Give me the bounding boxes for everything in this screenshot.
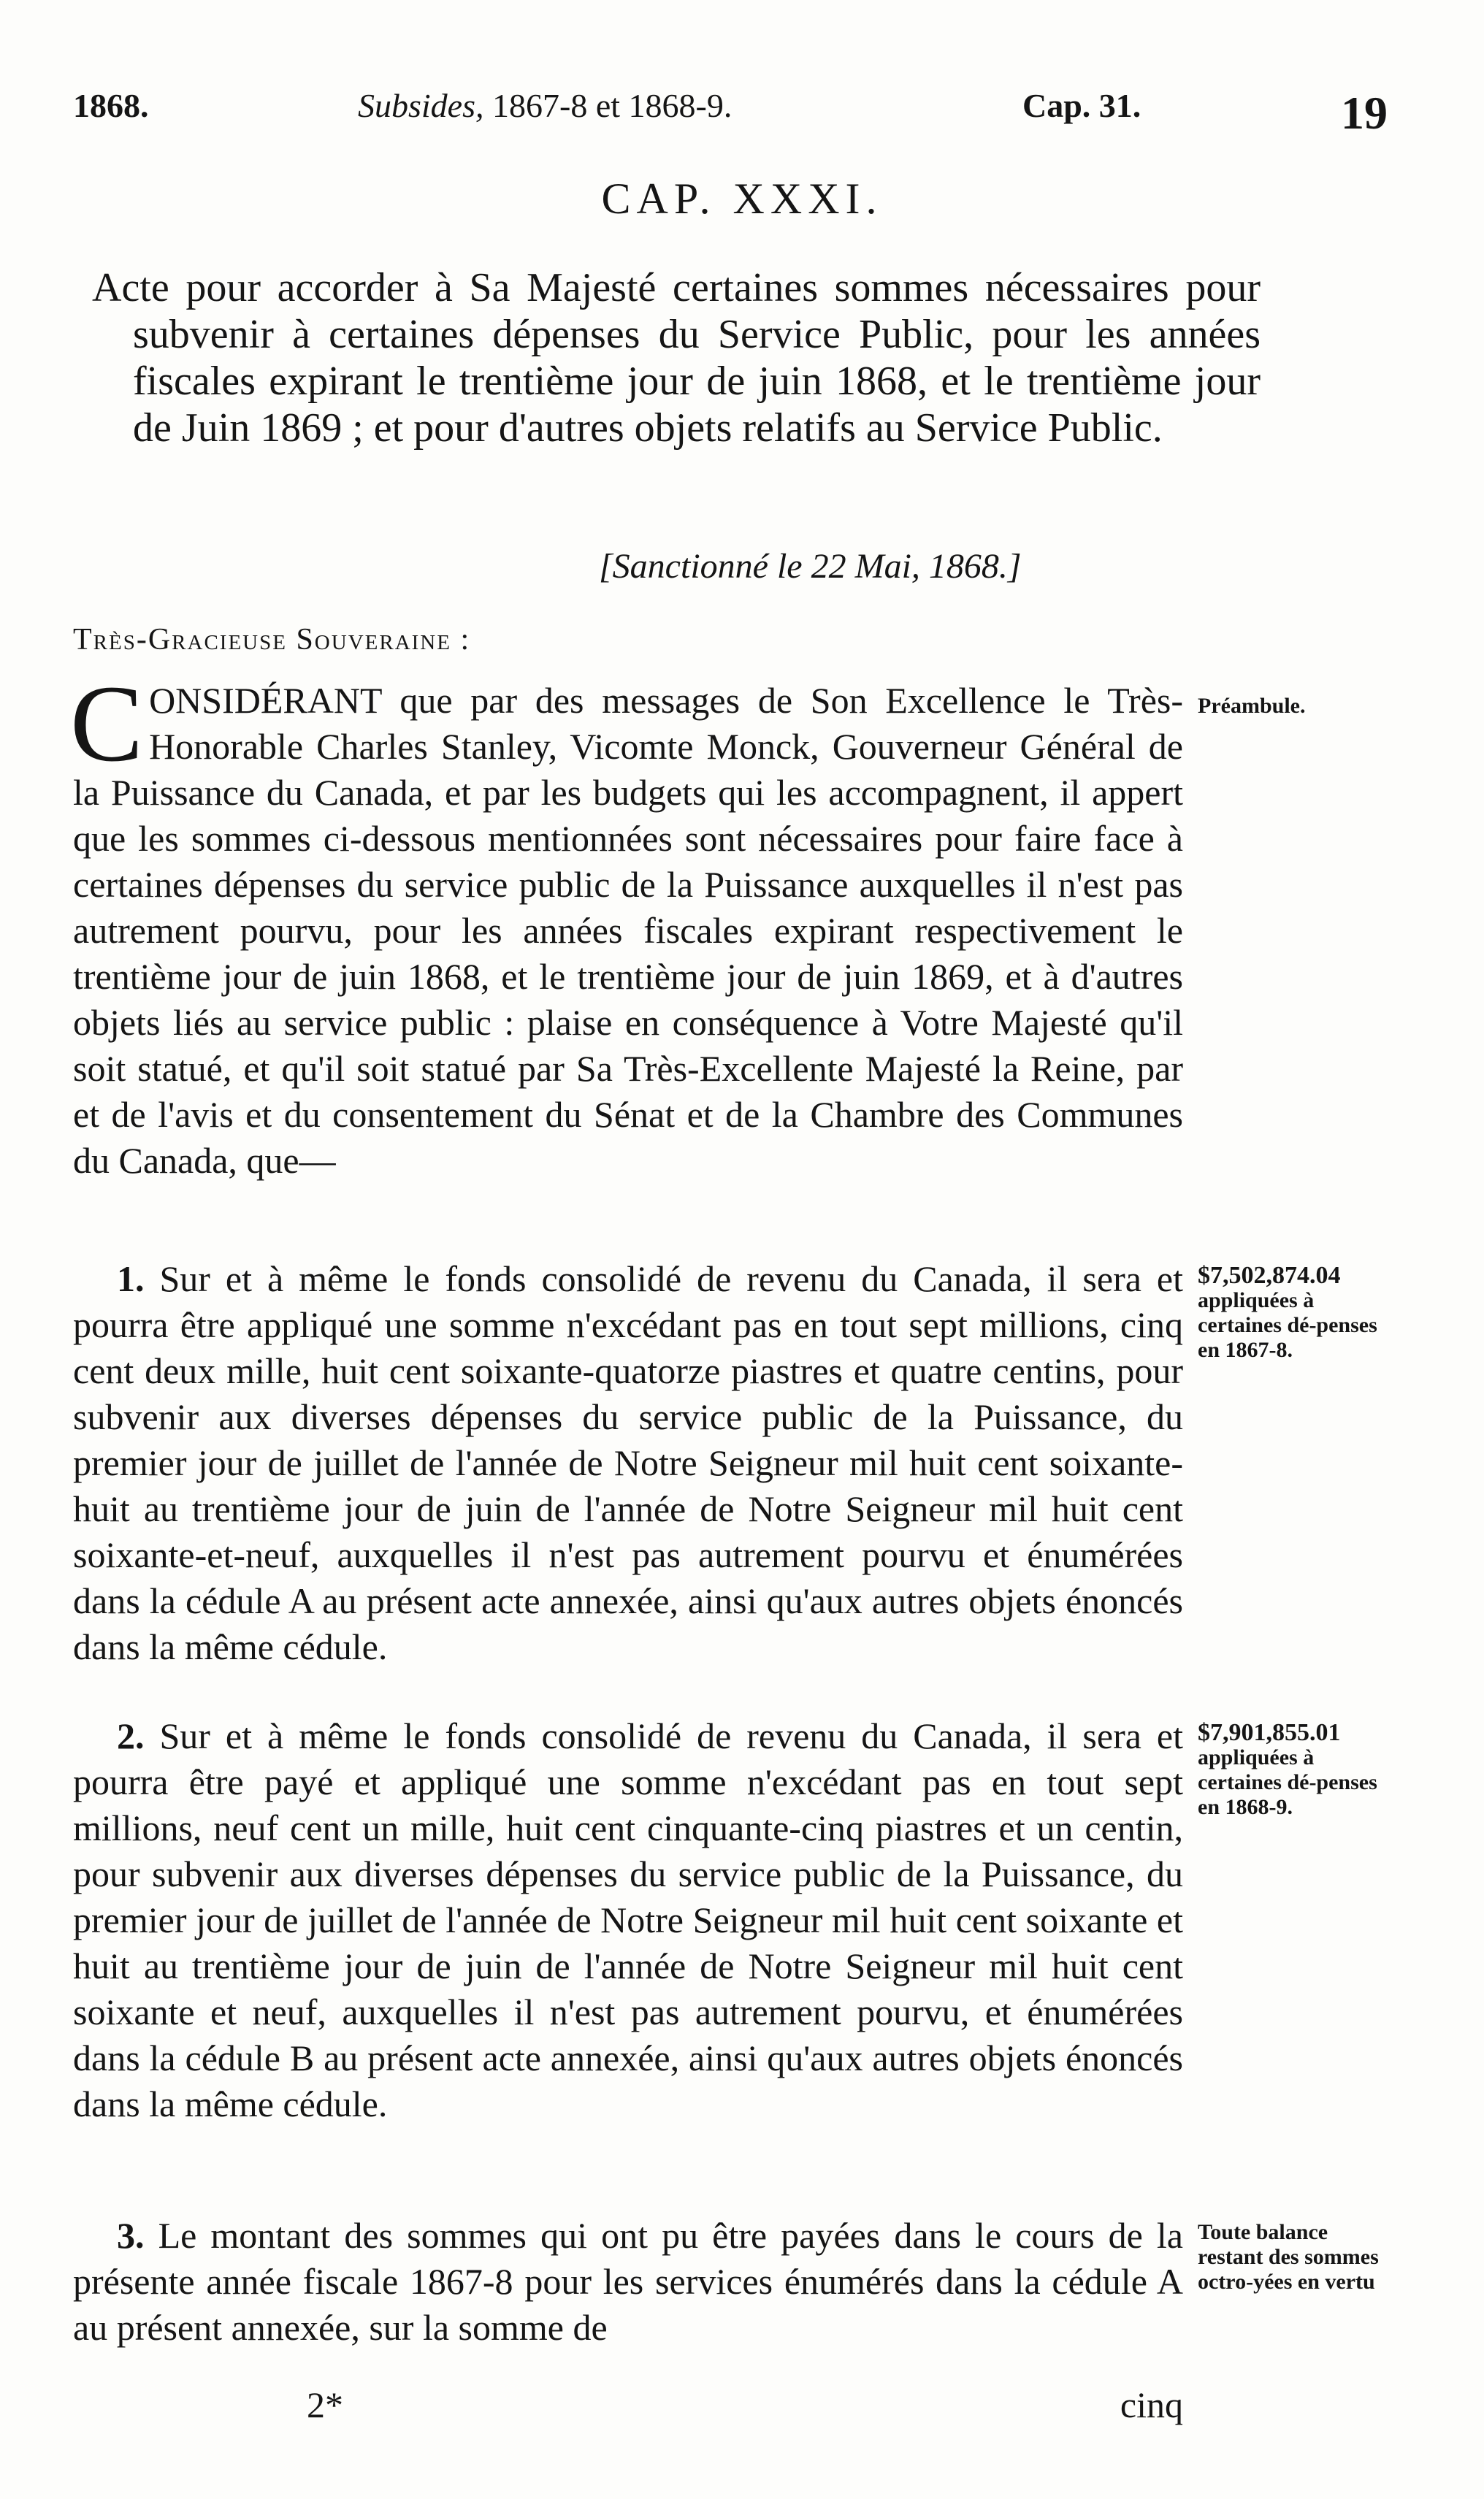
header-title-italic: Subsides,: [358, 87, 484, 124]
drop-cap: C: [70, 663, 144, 784]
margin-note-section-3: Toute balance restant des sommes octro-yées en vertu: [1198, 2220, 1379, 2294]
catchword: cinq: [1120, 2384, 1183, 2425]
signature-mark: 2*: [307, 2384, 343, 2425]
section-paragraph: [73, 2213, 1183, 2351]
margin-amount: $7,502,874.04: [1198, 1262, 1341, 1289]
section-number: 2.: [117, 1715, 145, 1756]
margin-note-preamble: Préambule.: [1198, 694, 1306, 718]
margin-note-text: appliquées à certaines dé-penses en 1867-8.: [1198, 1288, 1377, 1362]
header-year: 1868.: [73, 87, 149, 124]
section-3: [73, 2213, 1183, 2351]
salutation: Très-Gracieuse Souveraine :: [73, 623, 471, 657]
page-number: 19: [1341, 87, 1388, 139]
section-1: [73, 1256, 1183, 1670]
page-footer: [73, 2384, 1183, 2435]
margin-note-section-2: [1198, 1721, 1388, 1820]
margin-note-text: appliquées à certaines dé-penses en 1868-9.: [1198, 1745, 1377, 1819]
chapter-title: CAP. XXXI.: [601, 175, 883, 223]
sanction-date: [Sanctionné le 22 Mai, 1868.]: [599, 547, 1022, 586]
running-header: [73, 86, 1388, 145]
margin-amount: $7,901,855.01: [1198, 1719, 1341, 1746]
section-text: Sur et à même le fonds consolidé de revenu du Canada, il sera et pourra être appliqué une somme n'excédant pas en tout sept millions, cinq cent deux mille, huit cent soixante-quatorze piastres et quatre centins, pour subvenir aux diverses dépenses du service public de la Puissance, du premier jour de juillet de l'année de Notre Seigneur mil huit cent soixante-huit au trentième jour de juin de l'année de Notre Seigneur mil huit cent soixante-et-neuf, auxquelles il n'est pas autrement pourvu et énumérées dans la cédule A au présent acte annexée, ainsi qu'aux autres objets énoncés dans la même cédule.: [73, 1258, 1183, 1667]
section-number: 1.: [117, 1258, 145, 1299]
act-title: Acte pour accorder à Sa Majesté certaines sommes nécessaires pour subvenir à certaines dépenses du Service Public, pour les années fiscales expirant le trentième jour de juin 1868, et le trentième jour de Juin 1869 ; et pour d'autres objets relatifs au Service Public.: [92, 265, 1261, 451]
header-title: [358, 86, 732, 125]
header-title-rest: 1867-8 et 1868-9.: [483, 87, 733, 124]
margin-note-section-1: [1198, 1263, 1388, 1363]
preamble-text: ONSIDÉRANT que par des messages de Son Excellence le Très-Honorable Charles Stanley, Vicomte Monck, Gouverneur Général de la Puissance du Canada, et par les budgets qui les accompagnent, il appert que les sommes ci-dessous mentionnées sont nécessaires pour faire face à certaines dépenses du service public de la Puissance auxquelles il n'est pas autrement pourvu, pour les années fiscales expirant respectivement le trentième jour de juin 1868, et le trentième jour de juin 1869, et à d'autres objets liés au service public : plaise en conséquence à Votre Majesté qu'il soit statué, et qu'il soit statué par Sa Très-Excellente Majesté la Reine, par et de l'avis et du consentement du Sénat et de la Chambre des Communes du Canada, que—: [73, 680, 1183, 1181]
preamble: [70, 663, 1183, 1184]
section-number: 3.: [117, 2215, 145, 2256]
header-chapter: Cap. 31.: [1022, 87, 1141, 124]
preamble-paragraph: [70, 663, 1183, 1184]
section-2: [73, 1713, 1183, 2127]
section-text: Le montant des sommes qui ont pu être payées dans le cours de la présente année fiscale 1867-8 pour les services énumérés dans la cédule A au présent annexée, sur la somme de: [73, 2215, 1183, 2348]
section-paragraph: [73, 1713, 1183, 2127]
section-text: Sur et à même le fonds consolidé de revenu du Canada, il sera et pourra être payé et appliqué une somme n'excédant pas en tout sept millions, neuf cent un mille, huit cent cinquante-cinq piastres et un centin, pour subvenir aux diverses dépenses du service public de la Puissance, du premier jour de juillet de l'année de Notre Seigneur mil huit cent soixante et huit au trentième jour de juin de l'année de Notre Seigneur mil huit cent soixante et neuf, auxquelles il n'est pas autrement pourvu, et énumérées dans la cédule B au présent acte annexée, ainsi qu'aux autres objets énoncés dans la même cédule.: [73, 1715, 1183, 2124]
section-paragraph: [73, 1256, 1183, 1670]
